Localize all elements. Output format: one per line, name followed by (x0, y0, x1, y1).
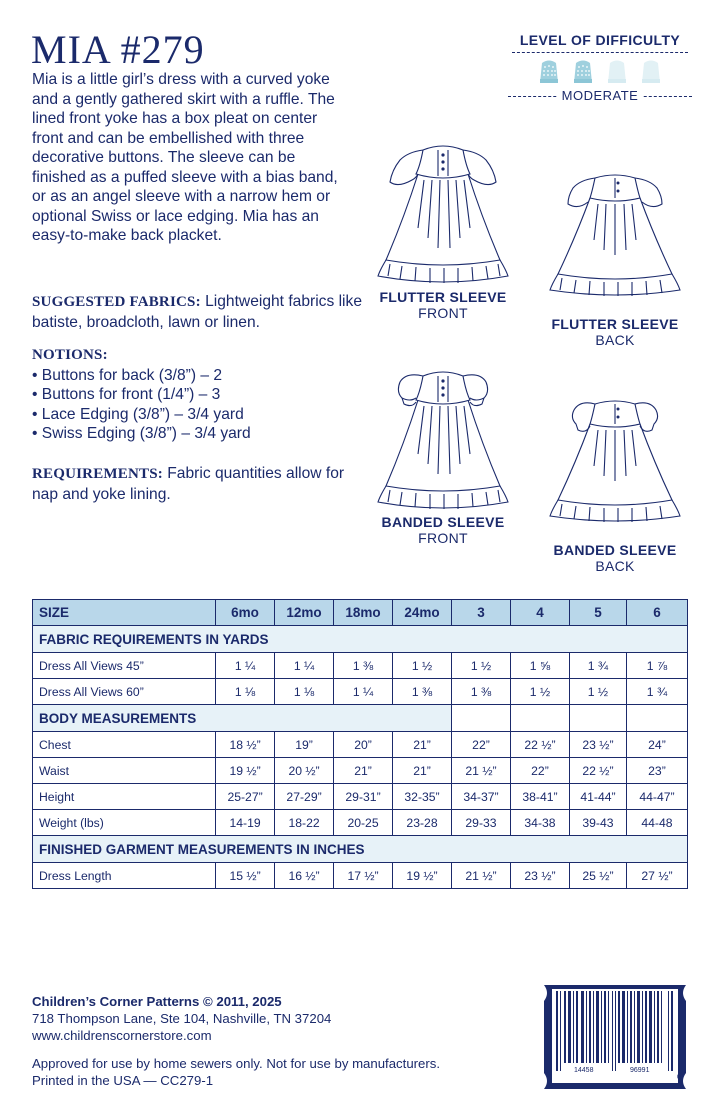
dress-banded-back-illustration (540, 396, 690, 526)
company-website[interactable]: www.childrenscornerstore.com (32, 1028, 212, 1043)
barcode-group-1: 14458 (574, 1067, 594, 1074)
header-cell: 6mo (216, 600, 275, 626)
table-row (33, 732, 688, 758)
notion-item: • Swiss Edging (3/8”) – 3/4 yard (32, 425, 251, 442)
section-title: FINISHED GARMENT MEASUREMENTS IN INCHES (33, 836, 688, 863)
table-cell: 22 ½” (569, 758, 626, 784)
table-cell: 1 ⅛ (216, 679, 275, 705)
table-cell: 24” (626, 732, 687, 758)
table-cell: 21 ½” (452, 863, 511, 889)
header-cell: 6 (626, 600, 687, 626)
table-cell: 1 ⅜ (334, 653, 393, 679)
table-row (33, 784, 688, 810)
header-cell: 3 (452, 600, 511, 626)
table-section-row (33, 705, 688, 732)
table-section-row (33, 836, 688, 863)
notions-label: NOTIONS: (32, 347, 108, 363)
notion-item: • Buttons for back (3/8”) – 2 (32, 366, 223, 384)
table-cell: 1 ¼ (334, 679, 393, 705)
table-header-row (33, 600, 688, 626)
company-address: 718 Thompson Lane, Ste 104, Nashville, TN 37204 (32, 1011, 332, 1026)
view-label (530, 542, 700, 574)
row-label: Dress All Views 45” (33, 653, 216, 679)
table-cell: 19 ½” (393, 863, 452, 889)
header-cell: 24mo (393, 600, 452, 626)
table-cell: 22” (452, 732, 511, 758)
row-label: Waist (33, 758, 216, 784)
pattern-description: Mia is a little girl’s dress with a curved yoke and a gently gathered skirt with a ruffle. The lined front yoke has a box pleat on center front and can be embellished with three decorative buttons. The sleeve can be finished as a puffed sleeve with a bias band, or as an angel sleeve with a narrow hem or optional Swiss or lace edging. Mia has an easy-to-make back placket. (32, 71, 338, 244)
table-cell: 1 ¾ (569, 653, 626, 679)
thimble-empty-icon (637, 57, 665, 85)
view-label (530, 316, 700, 348)
table-cell: 25 ½” (569, 863, 626, 889)
section-title: BODY MEASUREMENTS (33, 705, 452, 732)
view-side: FRONT (418, 530, 468, 546)
barcode-right-digit: 0 (677, 1074, 681, 1081)
header-cell: 18mo (334, 600, 393, 626)
pattern-title: MIA #279 (31, 27, 205, 72)
table-cell: 1 ⅝ (510, 653, 569, 679)
table-cell: 21” (334, 758, 393, 784)
table-cell: 1 ¼ (216, 653, 275, 679)
table-cell: 21” (393, 732, 452, 758)
table-cell: 1 ½ (510, 679, 569, 705)
table-cell: 22 ½” (510, 732, 569, 758)
requirements-label: REQUIREMENTS: (32, 466, 163, 482)
table-cell: 22” (510, 758, 569, 784)
table-cell: 34-37” (452, 784, 511, 810)
table-cell: 1 ⅛ (275, 679, 334, 705)
table-cell: 39-43 (569, 810, 626, 836)
table-cell (569, 705, 626, 732)
table-cell: 44-48 (626, 810, 687, 836)
table-row (33, 863, 688, 889)
view-name: FLUTTER SLEEVE (551, 316, 679, 332)
table-cell: 29-33 (452, 810, 511, 836)
table-cell: 1 ½ (393, 653, 452, 679)
table-cell: 18 ½” (216, 732, 275, 758)
table-cell: 20-25 (334, 810, 393, 836)
table-cell: 23” (626, 758, 687, 784)
table-cell (510, 705, 569, 732)
print-info: Printed in the USA — CC279-1 (32, 1073, 214, 1088)
dress-flutter-back-illustration (540, 170, 690, 300)
difficulty-thimbles (508, 57, 692, 85)
requirements (32, 464, 362, 504)
table-cell: 18-22 (275, 810, 334, 836)
suggested-fabrics (32, 292, 362, 332)
table-cell: 15 ½” (216, 863, 275, 889)
notion-item: • Buttons for front (1/4”) – 3 (32, 386, 221, 403)
table-cell: 17 ½” (334, 863, 393, 889)
suggested-fabrics-label: SUGGESTED FABRICS: (32, 294, 201, 310)
table-row (33, 679, 688, 705)
footer (32, 993, 440, 1089)
barcode-left-digit: 6 (548, 1074, 552, 1081)
table-cell (626, 705, 687, 732)
table-cell: 1 ½ (569, 679, 626, 705)
view-name: FLUTTER SLEEVE (379, 289, 507, 305)
table-cell: 41-44” (569, 784, 626, 810)
table-cell: 29-31” (334, 784, 393, 810)
table-cell: 23 ½” (510, 863, 569, 889)
legal-notice: Approved for use by home sewers only. Not for use by manufacturers. (32, 1056, 441, 1071)
table-cell: 19” (275, 732, 334, 758)
table-cell: 14-19 (216, 810, 275, 836)
table-cell (452, 705, 511, 732)
table-cell: 27 ½” (626, 863, 687, 889)
table-section-row (33, 626, 688, 653)
barcode (540, 981, 690, 1091)
view-name: BANDED SLEEVE (553, 542, 677, 558)
requirements-text: Fabric quantities allow for nap and yoke lining. (32, 465, 345, 503)
thimble-empty-icon (603, 57, 631, 85)
header-cell: 4 (510, 600, 569, 626)
dress-banded-front-illustration (368, 364, 518, 514)
thimble-icon (535, 57, 563, 85)
row-label: Weight (lbs) (33, 810, 216, 836)
table-cell: 1 ⅜ (452, 679, 511, 705)
table-cell: 1 ½ (452, 653, 511, 679)
dress-flutter-front-illustration (368, 138, 518, 288)
difficulty-box (508, 32, 692, 105)
table-cell: 27-29” (275, 784, 334, 810)
header-cell-size: SIZE (33, 600, 216, 626)
view-label (358, 289, 528, 321)
table-cell: 16 ½” (275, 863, 334, 889)
table-cell: 34-38 (510, 810, 569, 836)
view-label (358, 514, 528, 546)
view-side: FRONT (418, 305, 468, 321)
notions (32, 346, 362, 444)
section-title: FABRIC REQUIREMENTS IN YARDS (33, 626, 688, 653)
table-cell: 1 ⅜ (393, 679, 452, 705)
table-cell: 25-27” (216, 784, 275, 810)
view-name: BANDED SLEEVE (381, 514, 505, 530)
row-label: Dress All Views 60” (33, 679, 216, 705)
table-cell: 1 ¼ (275, 653, 334, 679)
suggested-fabrics-text: Lightweight fabrics like batiste, broadcloth, lawn or linen. (32, 293, 362, 331)
thimble-icon (569, 57, 597, 85)
table-cell: 38-41” (510, 784, 569, 810)
table-cell: 21” (393, 758, 452, 784)
table-cell: 23 ½” (569, 732, 626, 758)
company-copyright: Children’s Corner Patterns © 2011, 2025 (32, 994, 282, 1009)
table-cell: 21 ½” (452, 758, 511, 784)
barcode-group-2: 96991 (630, 1067, 650, 1074)
table-row (33, 810, 688, 836)
table-cell: 23-28 (393, 810, 452, 836)
table-cell: 44-47” (626, 784, 687, 810)
table-row (33, 653, 688, 679)
difficulty-title: LEVEL OF DIFFICULTY (519, 32, 681, 48)
table-cell: 32-35” (393, 784, 452, 810)
row-label: Chest (33, 732, 216, 758)
table-cell: 20 ½” (275, 758, 334, 784)
header-cell: 5 (569, 600, 626, 626)
table-row (33, 758, 688, 784)
notion-item: • Lace Edging (3/8”) – 3/4 yard (32, 405, 244, 423)
size-chart-table (32, 599, 688, 889)
notions-list (32, 366, 362, 444)
row-label: Dress Length (33, 863, 216, 889)
row-label: Height (33, 784, 216, 810)
difficulty-divider (512, 52, 688, 53)
header-cell: 12mo (275, 600, 334, 626)
table-cell: 1 ¾ (626, 679, 687, 705)
view-side: BACK (595, 558, 635, 574)
table-cell: 20” (334, 732, 393, 758)
view-side: BACK (595, 332, 635, 348)
table-cell: 1 ⅞ (626, 653, 687, 679)
difficulty-level: MODERATE (558, 88, 643, 103)
table-cell: 19 ½” (216, 758, 275, 784)
